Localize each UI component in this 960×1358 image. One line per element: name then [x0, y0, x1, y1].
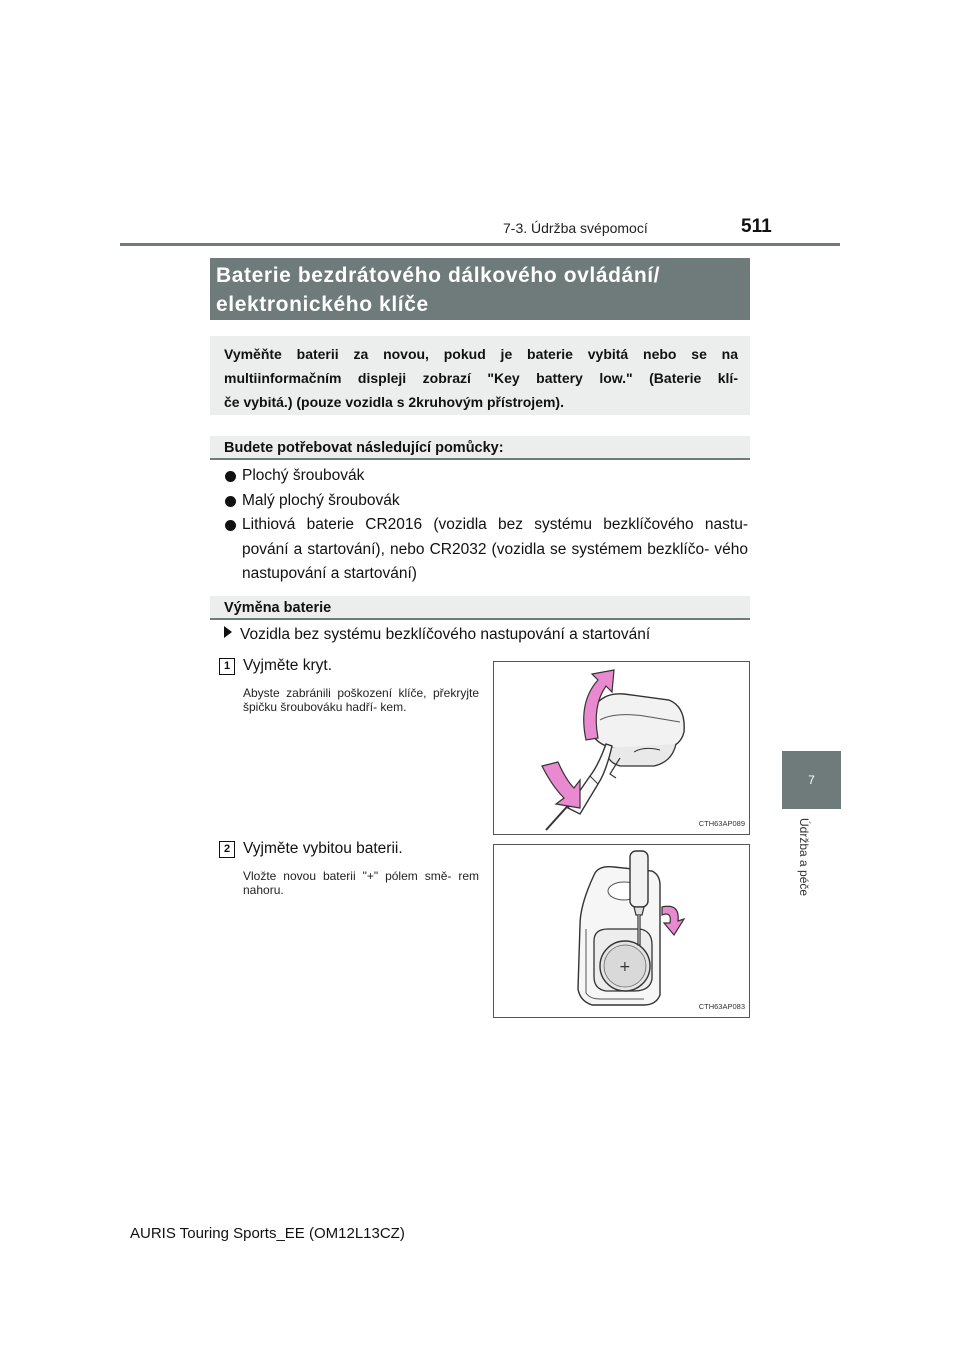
vehicle-note: Vozidla bez systému bezklíčového nastupování a startování: [224, 626, 650, 644]
chapter-number: 7: [808, 773, 815, 787]
figure-remove-battery: [493, 844, 750, 1018]
figure-code: CTH63AP083: [698, 1002, 745, 1011]
step-number: 1: [219, 658, 235, 675]
tools-list: [224, 464, 752, 587]
title-line: Baterie bezdrátového dálkového ovládání/: [216, 264, 661, 287]
step-text: Vyjměte vybitou baterii.: [243, 840, 403, 857]
list-item: Malý plochý šroubovák: [224, 489, 752, 514]
intro-line: Vyměňte baterii za novou, pokud je baterie vybitá nebo se na: [224, 346, 738, 362]
title-line: elektronického klíče: [216, 293, 429, 316]
figure-code: CTH63AP089: [698, 819, 745, 828]
step-text: Vyjměte kryt.: [243, 657, 332, 674]
step-note: Abyste zabránili poškození klíče, překryjte špičku šroubováku hadří- kem.: [243, 686, 479, 714]
section-title: 7-3. Údržba svépomocí: [503, 220, 648, 236]
arrow-icon: [224, 626, 232, 638]
battery-illustration: [494, 845, 749, 1017]
list-item: Plochý šroubovák: [224, 464, 752, 489]
list-item: Lithiová baterie CR2016 (vozidla bez systému bezklíčového nastu- pování a startování), nebo CR2032 (vozidla se systémem bezklíčo- vého nastupování a startování): [224, 513, 752, 587]
rotate-arrow: [662, 906, 684, 935]
intro-line: multiinformačním displeji zobrazí "Key battery low." (Baterie klí-: [224, 370, 738, 386]
page-title: [210, 258, 750, 320]
header-rule: [120, 243, 840, 246]
footer-model: AURIS Touring Sports_EE (OM12L13CZ): [130, 1225, 405, 1242]
intro-box: [210, 336, 750, 415]
figure-remove-cover: [493, 661, 750, 835]
page-number: 511: [741, 216, 772, 237]
chapter-label: Údržba a péče: [797, 818, 811, 897]
tools-heading: Budete potřebovat následující pomůcky:: [210, 436, 750, 460]
battery-plus-symbol: +: [619, 959, 631, 975]
step-note: Vložte novou baterii "+" pólem smě- rem nahoru.: [243, 869, 479, 897]
intro-line: če vybitá.) (pouze vozidla s 2kruhovým přístrojem).: [224, 394, 564, 410]
key-cover-illustration: [494, 662, 749, 834]
replace-heading: Výměna baterie: [210, 596, 750, 620]
chapter-tab[interactable]: [782, 751, 841, 809]
push-arrow: [542, 762, 580, 808]
step-number: 2: [219, 841, 235, 858]
